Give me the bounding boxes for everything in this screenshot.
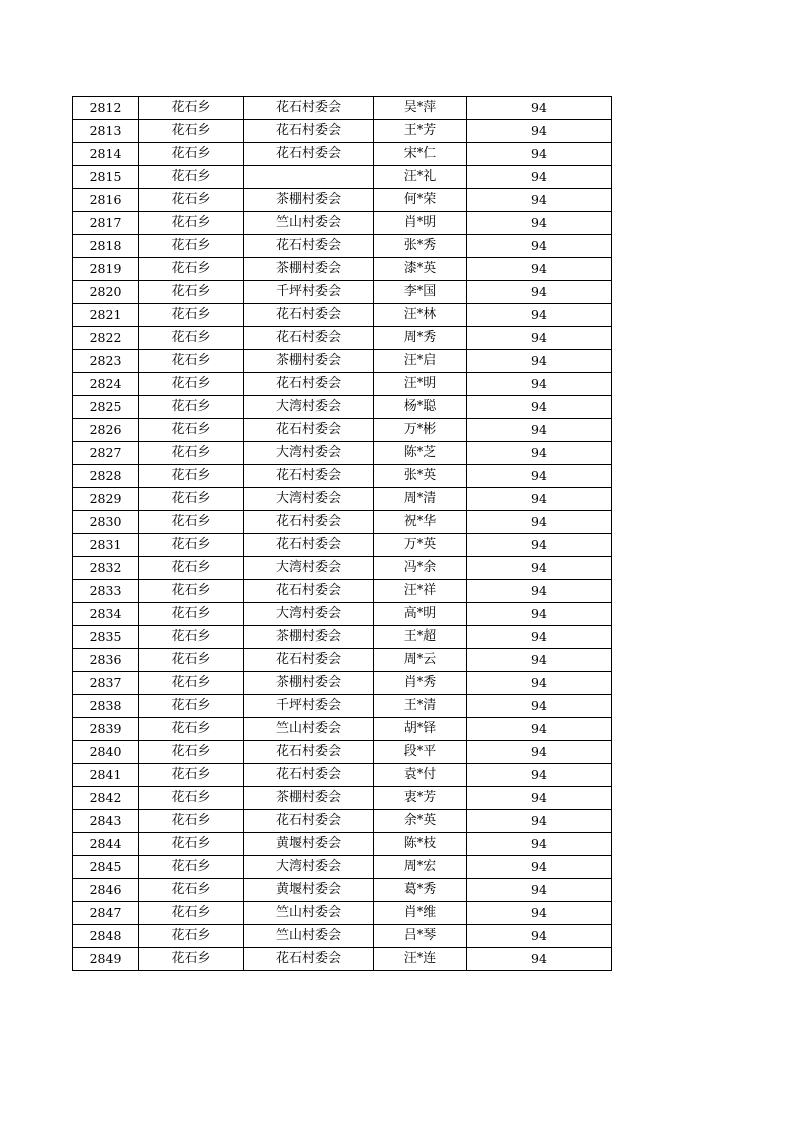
- score-cell: 94: [467, 649, 612, 672]
- township-cell: 花石乡: [139, 304, 244, 327]
- table-row: [73, 97, 612, 120]
- row-number-cell: 2831: [73, 534, 139, 557]
- row-number-cell: 2835: [73, 626, 139, 649]
- table-row: [73, 557, 612, 580]
- table-row: [73, 350, 612, 373]
- row-number-cell: 2821: [73, 304, 139, 327]
- row-number-cell: 2841: [73, 764, 139, 787]
- row-number-cell: 2816: [73, 189, 139, 212]
- score-cell: 94: [467, 925, 612, 948]
- township-cell: 花石乡: [139, 810, 244, 833]
- table-row: [73, 212, 612, 235]
- township-cell: 花石乡: [139, 235, 244, 258]
- village-committee-cell: 千坪村委会: [244, 695, 374, 718]
- village-committee-cell: 茶棚村委会: [244, 626, 374, 649]
- score-cell: 94: [467, 764, 612, 787]
- row-number-cell: 2815: [73, 166, 139, 189]
- record-table-body: [73, 97, 612, 971]
- village-committee-cell: 花石村委会: [244, 143, 374, 166]
- score-cell: 94: [467, 327, 612, 350]
- village-committee-cell: 花石村委会: [244, 419, 374, 442]
- village-committee-cell: 花石村委会: [244, 534, 374, 557]
- village-committee-cell: 花石村委会: [244, 97, 374, 120]
- township-cell: 花石乡: [139, 557, 244, 580]
- person-name-cell: 周*云: [374, 649, 467, 672]
- township-cell: 花石乡: [139, 534, 244, 557]
- score-cell: 94: [467, 189, 612, 212]
- village-committee-cell: 花石村委会: [244, 649, 374, 672]
- person-name-cell: 袁*付: [374, 764, 467, 787]
- table-row: [73, 120, 612, 143]
- table-row: [73, 189, 612, 212]
- row-number-cell: 2840: [73, 741, 139, 764]
- person-name-cell: 汪*明: [374, 373, 467, 396]
- score-cell: 94: [467, 281, 612, 304]
- row-number-cell: 2846: [73, 879, 139, 902]
- table-row: [73, 672, 612, 695]
- person-name-cell: 吕*琴: [374, 925, 467, 948]
- person-name-cell: 汪*林: [374, 304, 467, 327]
- table-row: [73, 810, 612, 833]
- township-cell: 花石乡: [139, 879, 244, 902]
- row-number-cell: 2844: [73, 833, 139, 856]
- row-number-cell: 2823: [73, 350, 139, 373]
- score-cell: 94: [467, 810, 612, 833]
- row-number-cell: 2833: [73, 580, 139, 603]
- village-committee-cell: 大湾村委会: [244, 856, 374, 879]
- row-number-cell: 2838: [73, 695, 139, 718]
- table-row: [73, 419, 612, 442]
- table-row: [73, 580, 612, 603]
- township-cell: 花石乡: [139, 373, 244, 396]
- score-cell: 94: [467, 465, 612, 488]
- person-name-cell: 陈*芝: [374, 442, 467, 465]
- village-committee-cell: 大湾村委会: [244, 488, 374, 511]
- row-number-cell: 2814: [73, 143, 139, 166]
- township-cell: 花石乡: [139, 120, 244, 143]
- village-committee-cell: 茶棚村委会: [244, 350, 374, 373]
- score-cell: 94: [467, 718, 612, 741]
- score-cell: 94: [467, 235, 612, 258]
- township-cell: 花石乡: [139, 764, 244, 787]
- score-cell: 94: [467, 442, 612, 465]
- row-number-cell: 2822: [73, 327, 139, 350]
- table-row: [73, 925, 612, 948]
- table-row: [73, 488, 612, 511]
- township-cell: 花石乡: [139, 649, 244, 672]
- score-cell: 94: [467, 603, 612, 626]
- score-cell: 94: [467, 902, 612, 925]
- table-row: [73, 856, 612, 879]
- township-cell: 花石乡: [139, 741, 244, 764]
- person-name-cell: 冯*余: [374, 557, 467, 580]
- person-name-cell: 王*芳: [374, 120, 467, 143]
- row-number-cell: 2820: [73, 281, 139, 304]
- score-cell: 94: [467, 396, 612, 419]
- score-cell: 94: [467, 672, 612, 695]
- township-cell: 花石乡: [139, 695, 244, 718]
- table-row: [73, 741, 612, 764]
- person-name-cell: 李*国: [374, 281, 467, 304]
- score-cell: 94: [467, 143, 612, 166]
- row-number-cell: 2828: [73, 465, 139, 488]
- score-cell: 94: [467, 166, 612, 189]
- table-row: [73, 327, 612, 350]
- person-name-cell: 宋*仁: [374, 143, 467, 166]
- table-row: [73, 258, 612, 281]
- village-committee-cell: 大湾村委会: [244, 603, 374, 626]
- township-cell: 花石乡: [139, 580, 244, 603]
- score-cell: 94: [467, 580, 612, 603]
- village-committee-cell: 茶棚村委会: [244, 189, 374, 212]
- row-number-cell: 2837: [73, 672, 139, 695]
- village-committee-cell: 千坪村委会: [244, 281, 374, 304]
- person-name-cell: 衷*芳: [374, 787, 467, 810]
- village-committee-cell: 花石村委会: [244, 373, 374, 396]
- person-name-cell: 肖*明: [374, 212, 467, 235]
- score-cell: 94: [467, 97, 612, 120]
- village-committee-cell: 大湾村委会: [244, 442, 374, 465]
- score-cell: 94: [467, 948, 612, 971]
- table-row: [73, 235, 612, 258]
- table-row: [73, 442, 612, 465]
- village-committee-cell: 黄堰村委会: [244, 833, 374, 856]
- score-cell: 94: [467, 833, 612, 856]
- score-cell: 94: [467, 741, 612, 764]
- person-name-cell: 张*秀: [374, 235, 467, 258]
- township-cell: 花石乡: [139, 925, 244, 948]
- village-committee-cell: 花石村委会: [244, 580, 374, 603]
- township-cell: 花石乡: [139, 672, 244, 695]
- village-committee-cell: 竺山村委会: [244, 925, 374, 948]
- table-row: [73, 166, 612, 189]
- table-row: [73, 626, 612, 649]
- person-name-cell: 王*清: [374, 695, 467, 718]
- table-row: [73, 787, 612, 810]
- table-row: [73, 764, 612, 787]
- township-cell: 花石乡: [139, 833, 244, 856]
- row-number-cell: 2825: [73, 396, 139, 419]
- township-cell: 花石乡: [139, 902, 244, 925]
- village-committee-cell: 黄堰村委会: [244, 879, 374, 902]
- row-number-cell: 2812: [73, 97, 139, 120]
- person-name-cell: 汪*祥: [374, 580, 467, 603]
- row-number-cell: 2818: [73, 235, 139, 258]
- table-row: [73, 373, 612, 396]
- person-name-cell: 高*明: [374, 603, 467, 626]
- village-committee-cell: [244, 166, 374, 189]
- table-row: [73, 511, 612, 534]
- person-name-cell: 周*秀: [374, 327, 467, 350]
- table-row: [73, 649, 612, 672]
- score-cell: 94: [467, 350, 612, 373]
- person-name-cell: 陈*枝: [374, 833, 467, 856]
- village-committee-cell: 花石村委会: [244, 741, 374, 764]
- person-name-cell: 肖*秀: [374, 672, 467, 695]
- row-number-cell: 2824: [73, 373, 139, 396]
- score-cell: 94: [467, 879, 612, 902]
- person-name-cell: 汪*连: [374, 948, 467, 971]
- score-cell: 94: [467, 534, 612, 557]
- person-name-cell: 胡*铎: [374, 718, 467, 741]
- score-cell: 94: [467, 626, 612, 649]
- table-row: [73, 465, 612, 488]
- township-cell: 花石乡: [139, 212, 244, 235]
- person-name-cell: 段*平: [374, 741, 467, 764]
- township-cell: 花石乡: [139, 350, 244, 373]
- row-number-cell: 2845: [73, 856, 139, 879]
- village-committee-cell: 花石村委会: [244, 120, 374, 143]
- township-cell: 花石乡: [139, 97, 244, 120]
- village-committee-cell: 茶棚村委会: [244, 258, 374, 281]
- table-row: [73, 396, 612, 419]
- person-name-cell: 王*超: [374, 626, 467, 649]
- village-committee-cell: 花石村委会: [244, 304, 374, 327]
- village-committee-cell: 大湾村委会: [244, 557, 374, 580]
- score-cell: 94: [467, 419, 612, 442]
- village-committee-cell: 花石村委会: [244, 327, 374, 350]
- table-row: [73, 143, 612, 166]
- township-cell: 花石乡: [139, 166, 244, 189]
- row-number-cell: 2843: [73, 810, 139, 833]
- person-name-cell: 万*英: [374, 534, 467, 557]
- village-committee-cell: 花石村委会: [244, 948, 374, 971]
- person-name-cell: 何*荣: [374, 189, 467, 212]
- village-committee-cell: 大湾村委会: [244, 396, 374, 419]
- row-number-cell: 2847: [73, 902, 139, 925]
- row-number-cell: 2834: [73, 603, 139, 626]
- village-committee-cell: 花石村委会: [244, 511, 374, 534]
- score-cell: 94: [467, 557, 612, 580]
- score-cell: 94: [467, 856, 612, 879]
- row-number-cell: 2826: [73, 419, 139, 442]
- township-cell: 花石乡: [139, 718, 244, 741]
- village-committee-cell: 茶棚村委会: [244, 672, 374, 695]
- row-number-cell: 2830: [73, 511, 139, 534]
- township-cell: 花石乡: [139, 948, 244, 971]
- person-name-cell: 万*彬: [374, 419, 467, 442]
- score-cell: 94: [467, 212, 612, 235]
- person-name-cell: 祝*华: [374, 511, 467, 534]
- table-row: [73, 534, 612, 557]
- township-cell: 花石乡: [139, 189, 244, 212]
- township-cell: 花石乡: [139, 143, 244, 166]
- person-name-cell: 张*英: [374, 465, 467, 488]
- table-row: [73, 902, 612, 925]
- village-committee-cell: 花石村委会: [244, 465, 374, 488]
- table-row: [73, 281, 612, 304]
- row-number-cell: 2817: [73, 212, 139, 235]
- person-name-cell: 余*英: [374, 810, 467, 833]
- table-row: [73, 948, 612, 971]
- person-name-cell: 肖*维: [374, 902, 467, 925]
- person-name-cell: 汪*启: [374, 350, 467, 373]
- person-name-cell: 周*清: [374, 488, 467, 511]
- row-number-cell: 2849: [73, 948, 139, 971]
- score-cell: 94: [467, 488, 612, 511]
- township-cell: 花石乡: [139, 327, 244, 350]
- table-row: [73, 695, 612, 718]
- table-row: [73, 833, 612, 856]
- row-number-cell: 2848: [73, 925, 139, 948]
- township-cell: 花石乡: [139, 442, 244, 465]
- township-cell: 花石乡: [139, 787, 244, 810]
- village-committee-cell: 花石村委会: [244, 235, 374, 258]
- score-cell: 94: [467, 787, 612, 810]
- person-name-cell: 葛*秀: [374, 879, 467, 902]
- person-name-cell: 杨*聪: [374, 396, 467, 419]
- row-number-cell: 2819: [73, 258, 139, 281]
- township-cell: 花石乡: [139, 511, 244, 534]
- township-cell: 花石乡: [139, 856, 244, 879]
- record-table: [72, 96, 612, 971]
- table-row: [73, 718, 612, 741]
- village-committee-cell: 花石村委会: [244, 810, 374, 833]
- row-number-cell: 2839: [73, 718, 139, 741]
- township-cell: 花石乡: [139, 258, 244, 281]
- village-committee-cell: 花石村委会: [244, 764, 374, 787]
- score-cell: 94: [467, 120, 612, 143]
- township-cell: 花石乡: [139, 465, 244, 488]
- person-name-cell: 汪*礼: [374, 166, 467, 189]
- township-cell: 花石乡: [139, 419, 244, 442]
- row-number-cell: 2832: [73, 557, 139, 580]
- table-row: [73, 879, 612, 902]
- person-name-cell: 吴*萍: [374, 97, 467, 120]
- score-cell: 94: [467, 304, 612, 327]
- score-cell: 94: [467, 258, 612, 281]
- person-name-cell: 周*宏: [374, 856, 467, 879]
- score-cell: 94: [467, 695, 612, 718]
- row-number-cell: 2827: [73, 442, 139, 465]
- score-cell: 94: [467, 511, 612, 534]
- row-number-cell: 2829: [73, 488, 139, 511]
- township-cell: 花石乡: [139, 396, 244, 419]
- score-cell: 94: [467, 373, 612, 396]
- township-cell: 花石乡: [139, 281, 244, 304]
- township-cell: 花石乡: [139, 626, 244, 649]
- village-committee-cell: 竺山村委会: [244, 718, 374, 741]
- row-number-cell: 2842: [73, 787, 139, 810]
- row-number-cell: 2836: [73, 649, 139, 672]
- table-row: [73, 304, 612, 327]
- person-name-cell: 漆*英: [374, 258, 467, 281]
- table-row: [73, 603, 612, 626]
- village-committee-cell: 茶棚村委会: [244, 787, 374, 810]
- row-number-cell: 2813: [73, 120, 139, 143]
- village-committee-cell: 竺山村委会: [244, 902, 374, 925]
- village-committee-cell: 竺山村委会: [244, 212, 374, 235]
- township-cell: 花石乡: [139, 603, 244, 626]
- township-cell: 花石乡: [139, 488, 244, 511]
